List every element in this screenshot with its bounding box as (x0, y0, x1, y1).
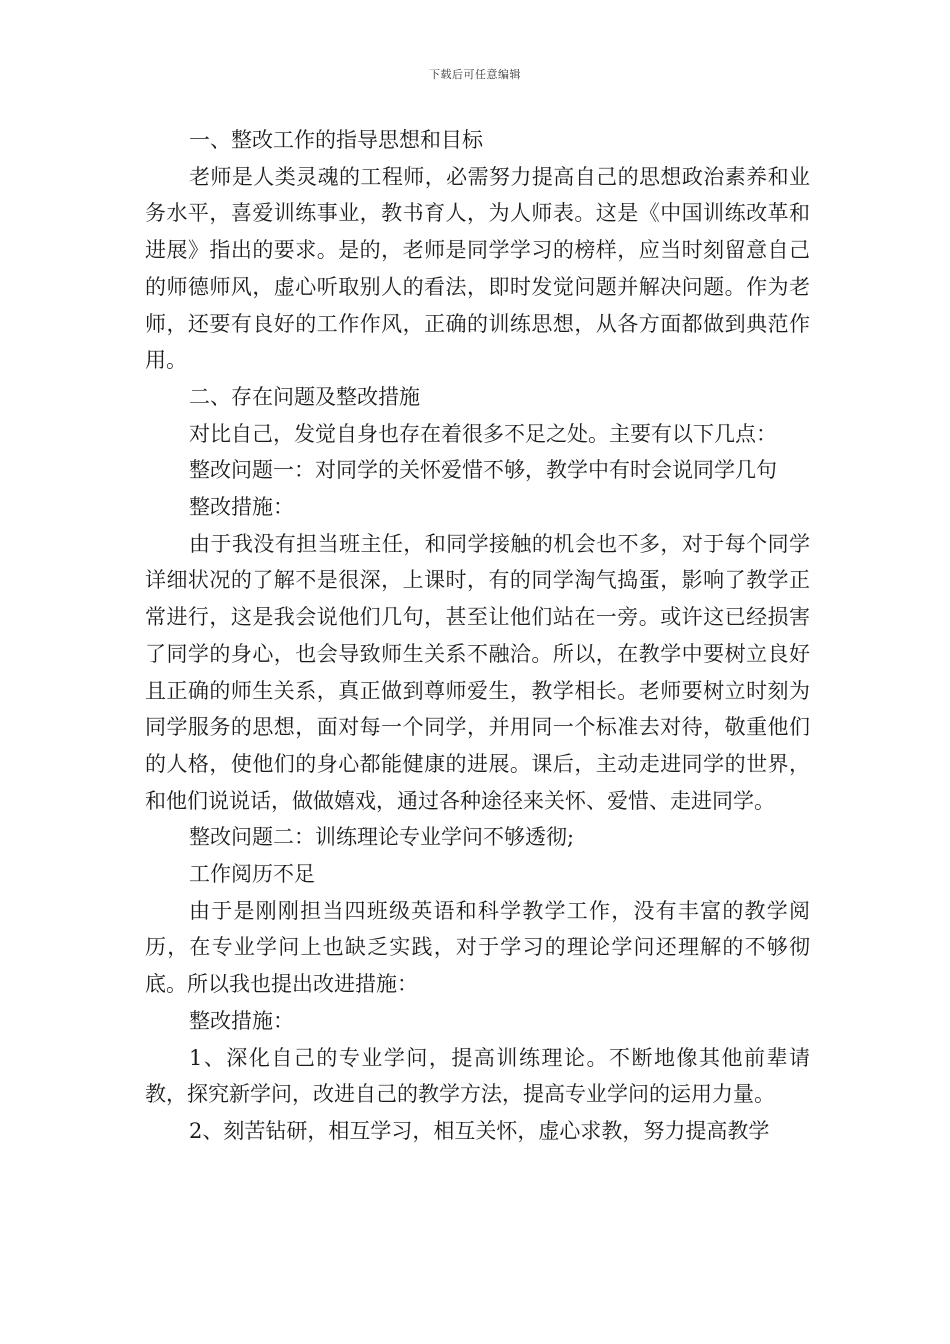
section-heading-problems: 二、存在问题及整改措施 (189, 384, 420, 409)
paragraph-measures-one: 由于我没有担当班主任，和同学接触的机会也不多，对于每个同学详细状况的了解不是很深，上课时，有的同学淘气捣蛋，影响了教学正常进行，这是我会说他们几句，甚至让他们站在一旁。或许这已经损害了同学的身心，也会导致师生关系不融洽。所以，在教学中要树立良好且正确的师生关系，真正做到尊师爱生，教学相长。老师要树立时刻为同学服务的思想，面对每一个同学，并用同一个标准去对待，敬重他们的人格，使他们的身心都能健康的进展。课后，主动走进同学的世界，和他们说说话，做做嬉戏，通过各种途径来关怀、爱惜、走进同学。 (145, 531, 810, 813)
section-heading-goals: 一、整改工作的指导思想和目标 (189, 128, 483, 152)
measures-heading-two: 整改措施： (189, 1008, 294, 1033)
problem-two-subheading: 工作阅历不足 (189, 862, 315, 887)
document-body (145, 122, 810, 1150)
measures-heading-one: 整改措施： (189, 495, 294, 520)
measure-item-1: 1、深化自己的专业学问，提高训练理论。不断地像其他前辈请教，探究新学问，改进自己的教学方法，提高专业学问的运用力量。 (145, 1045, 810, 1107)
measure-item-2: 2、刻苦钻研，相互学习，相互关怀，虚心求教，努力提高教学 (189, 1118, 770, 1143)
page-header-note: 下载后可任意编辑 (429, 68, 521, 81)
paragraph-problem-two: 由于是刚刚担当四班级英语和科学教学工作，没有丰富的教学阅历，在专业学问上也缺乏实践，对于学习的理论学问还理解的不够彻底。所以我也提出改进措施： (145, 898, 810, 997)
paragraph-self-comparison: 对比自己，发觉自身也存在着很多不足之处。主要有以下几点： (189, 421, 777, 446)
paragraph-teacher-role: 老师是人类灵魂的工程师，必需努力提高自己的思想政治素养和业务水平，喜爱训练事业，教书育人，为人师表。这是《中国训练改革和进展》指出的要求。是的，老师是同学学习的榜样，应当时刻留意自己的师德师风，虚心听取别人的看法，即时发觉问题并解决问题。作为老师，还要有良好的工作作风，正确的训练思想，从各方面都做到典范作用。 (145, 164, 810, 373)
problem-one-heading: 整改问题一：对同学的关怀爱惜不够，教学中有时会说同学几句 (189, 458, 777, 483)
problem-two-heading: 整改问题二：训练理论专业学问不够透彻; (189, 825, 575, 850)
